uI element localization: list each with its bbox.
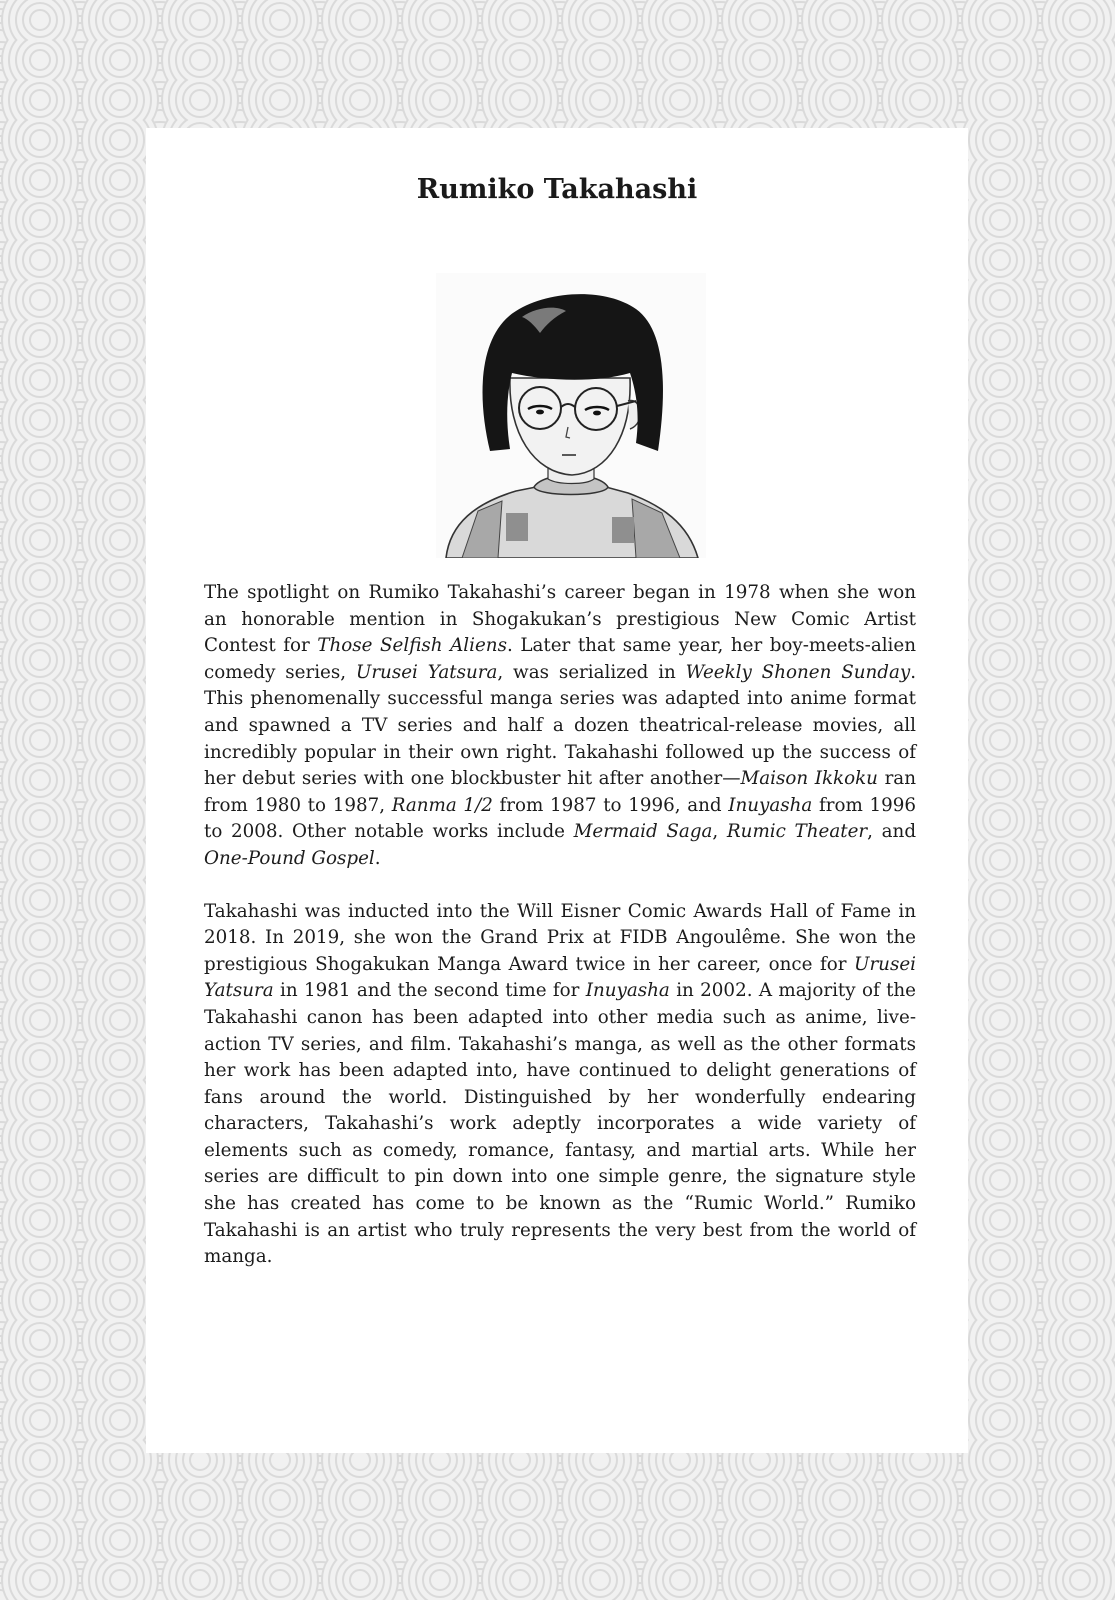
bio-text-segment: . This phenomenally successful manga series was adapted into anime format and spawned a TV series and half a dozen theatrical-release movies, all incredibly popular in their own right. Takahashi followed up the success of her debut series with one blockbuster hit after another— [204,661,917,790]
bio-text-segment: , [712,821,727,843]
bio-paragraph-1 [204,580,916,873]
work-title-text: Those Selfish Aliens [317,635,507,657]
artist-portrait-icon [436,273,706,558]
bio-text-segment: in 2002. A majority of the Takahashi canon has been adapted into other media such as anime, live-action TV series, and film. Takahashi’s manga, as well as the other formats her work has been adapted into, have continued to delight generations of fans around the world. Distinguished by her wonderfully endearing characters, Takahashi’s work adeptly incorporates a wide variety of elements such as comedy, romance, fantasy, and martial arts. While her series are difficult to pin down into one simple genre, the signature style she has created has come to be known as the “Rumic World.” Rumiko Takahashi is an artist who truly represents the very best from the world of manga. [204,980,917,1268]
bio-text [204,580,916,1297]
bio-text-segment: . Later that same year, her boy-meets-alien comedy series, [204,635,917,683]
bio-text-segment: ran from 1980 to 1987, [204,768,916,816]
work-title-text: Mermaid Saga [573,821,713,843]
bio-text-segment: from 1996 to 2008. Other notable works include [204,794,916,843]
bio-paragraph-2 [204,899,916,1271]
bio-text-segment: The spotlight on Rumiko Takahashi’s career began in 1978 when she won an honorable mention in Shogakukan’s prestigious New Comic Artist Contest for [204,582,916,657]
bio-text-segment: . [374,847,381,869]
bio-text-segment: Takahashi was inducted into the Will Eisner Comic Awards Hall of Fame in 2018. In 2019, she won the Grand Prix at FIDB Angoulême. She won the prestigious Shogakukan Manga Award twice in her career, once for [204,900,916,975]
work-title-text: Rumic Theater [726,821,868,843]
work-title-text: Ranma 1/2 [391,794,493,816]
work-title-text: Maison Ikkoku [740,768,878,790]
page-title: Rumiko Takahashi [416,174,698,205]
work-title-text: Inuyasha [585,980,670,1002]
content-panel [146,128,968,1453]
work-title-text: One-Pound Gospel [204,847,375,869]
work-title-text: Inuyasha [728,794,813,816]
bio-text-segment: from 1987 to 1996, and [492,794,729,816]
work-title-text: Urusei Yatsura [204,953,916,1002]
bio-text-segment: , was serialized in [497,661,686,683]
bio-text-segment: in 1981 and the second time for [273,980,586,1002]
work-title-text: Weekly Shonen Sunday [685,661,911,683]
work-title-text: Urusei Yatsura [355,661,498,683]
bio-text-segment: , and [867,821,917,843]
